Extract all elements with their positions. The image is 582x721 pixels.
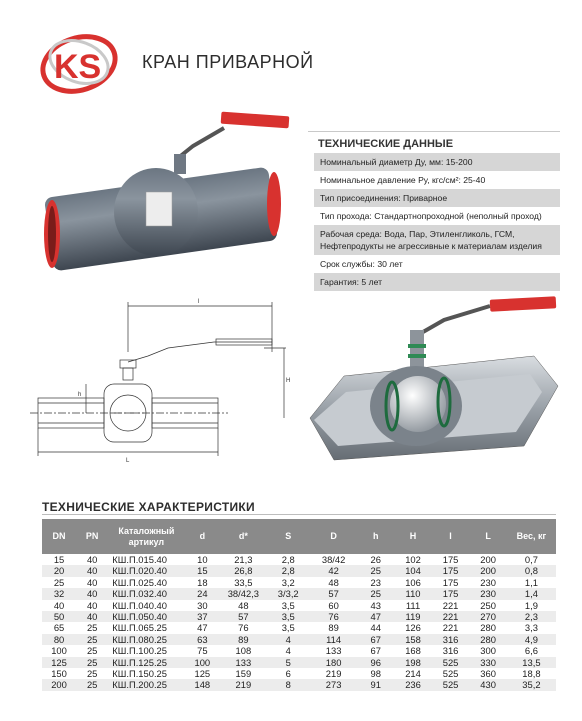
table-cell: 168: [405, 645, 421, 657]
table-cell: 219: [220, 679, 266, 690]
table-cell: 159: [235, 668, 252, 680]
table-cell: 23: [370, 576, 381, 588]
col-L: L: [469, 519, 507, 554]
col-pn: PN: [76, 519, 108, 554]
table-cell: 175: [432, 565, 470, 576]
table-row: [42, 645, 556, 656]
table-cell: 38/42,3: [220, 588, 266, 599]
table-cell: 108: [235, 645, 252, 657]
table-cell: 67: [370, 645, 381, 657]
table-cell: 200: [480, 554, 496, 565]
col-dn: DN: [42, 519, 76, 554]
table-cell: 280: [480, 622, 496, 634]
table-cell: 126: [405, 622, 421, 634]
table-cell: 25: [76, 634, 108, 645]
table-cell: 230: [480, 576, 496, 588]
spec-pressure: Номинальное давление Ру, кгс/см²: 25-40: [320, 175, 486, 185]
specs-divider: [308, 131, 560, 132]
table-cell: 4: [267, 634, 310, 645]
table-cell: 37: [184, 611, 220, 622]
table-row: [42, 554, 556, 565]
table-cell: 300: [480, 645, 496, 657]
table-cell: КШ.П.080.25: [108, 634, 184, 645]
table-cell: 57: [220, 611, 266, 622]
table-cell: 221: [442, 622, 459, 634]
table-cell: КШ.П.015.40: [112, 554, 167, 565]
table-cell: 1,1: [524, 576, 538, 588]
table-cell: 125: [42, 657, 76, 668]
table-cell: КШ.П.200.25: [108, 679, 184, 690]
characteristics-table: [42, 519, 556, 691]
table-cell: КШ.П.100.25: [112, 645, 167, 657]
table-cell: 3/3,2: [267, 588, 310, 599]
table-cell: 200: [42, 679, 76, 690]
table-cell: 8: [267, 679, 310, 690]
svg-text:KS: KS: [54, 48, 102, 86]
table-cell: 20: [42, 565, 76, 576]
table-row: [42, 588, 556, 599]
table-cell: КШ.П.065.25: [112, 622, 167, 634]
table-cell: 2,8: [281, 554, 295, 565]
table-cell: 110: [394, 588, 432, 599]
table-cell: 25: [86, 668, 98, 680]
table-cell: 6,6: [524, 645, 538, 657]
table-cell: 50: [42, 611, 76, 622]
table-cell: 13,5: [507, 657, 556, 668]
svg-text:L: L: [126, 458, 130, 464]
table-cell: 119: [394, 611, 432, 622]
table-cell: 40: [86, 576, 98, 588]
col-d: d: [184, 519, 220, 554]
valve-cutaway: [304, 296, 566, 466]
table-cell: 316: [432, 634, 470, 645]
table-cell: КШ.П.150.25: [112, 668, 167, 680]
svg-text:l: l: [198, 299, 200, 305]
table-cell: 67: [357, 634, 394, 645]
spec-bore: Тип прохода: Стандартнопроходной (неполный проход): [320, 211, 542, 221]
table-cell: 32: [42, 588, 76, 599]
table-row: [42, 600, 556, 611]
table-cell: 25: [76, 657, 108, 668]
table-cell: 175: [432, 588, 470, 599]
col-s: S: [267, 519, 310, 554]
table-cell: 47: [197, 622, 208, 634]
table-cell: 40: [76, 588, 108, 599]
table-cell: 2,8: [267, 565, 310, 576]
table-cell: 200: [469, 565, 507, 576]
table-cell: 25: [357, 588, 394, 599]
table-cell: 100: [51, 645, 67, 657]
table-cell: 214: [405, 668, 421, 680]
table-cell: 4,9: [507, 634, 556, 645]
tech-data-title: ТЕХНИЧЕСКИЕ ДАННЫЕ: [318, 138, 454, 150]
tech-data-list: [314, 153, 560, 291]
table-cell: 280: [469, 634, 507, 645]
table-cell: 3,5: [267, 611, 310, 622]
table-cell: 4: [285, 645, 291, 657]
table-cell: 3,5: [281, 599, 295, 611]
table-cell: 57: [310, 588, 357, 599]
table-cell: 21,3: [234, 554, 253, 565]
table-cell: КШ.П.050.40: [108, 611, 184, 622]
table-cell: 10: [197, 554, 208, 565]
characteristics-body: [42, 554, 556, 691]
table-cell: 43: [370, 599, 381, 611]
table-cell: 180: [310, 657, 357, 668]
table-cell: 89: [220, 634, 266, 645]
table-cell: 221: [442, 599, 459, 611]
table-cell: 25: [53, 576, 65, 588]
table-cell: КШ.П.032.40: [108, 588, 184, 599]
table-cell: КШ.П.125.25: [108, 657, 184, 668]
table-row: [42, 565, 556, 576]
table-cell: 150: [51, 668, 67, 680]
table-cell: 44: [370, 622, 381, 634]
table-cell: 33,5: [234, 576, 253, 588]
table-cell: 15: [53, 554, 65, 565]
table-cell: 76: [310, 611, 357, 622]
table-cell: 430: [469, 679, 507, 690]
table-cell: 25: [357, 565, 394, 576]
spec-medium-cont: Нефтепродукты не агрессивные к материалам изделия: [314, 240, 560, 255]
spec-lifetime: Срок службы: 30 лет: [320, 259, 403, 269]
table-cell: 6: [285, 668, 291, 680]
table-cell: 1,9: [524, 599, 538, 611]
table-row: [42, 679, 556, 690]
table-cell: 80: [42, 634, 76, 645]
table-cell: 133: [220, 657, 266, 668]
table-cell: 330: [469, 657, 507, 668]
col-h: h: [357, 519, 394, 554]
table-header-row: [42, 519, 556, 554]
table-cell: 270: [469, 611, 507, 622]
table-cell: 114: [310, 634, 357, 645]
table-cell: 3,2: [281, 576, 295, 588]
table-cell: 40: [76, 611, 108, 622]
table-cell: 60: [328, 599, 339, 611]
table-cell: 111: [405, 599, 421, 611]
table-cell: 96: [357, 657, 394, 668]
table-cell: 35,2: [507, 679, 556, 690]
svg-text:h: h: [78, 392, 82, 398]
table-cell: КШ.П.040.40: [112, 599, 167, 611]
table-cell: 273: [310, 679, 357, 690]
table-cell: 15: [184, 565, 220, 576]
table-cell: 316: [442, 645, 459, 657]
table-cell: 230: [469, 588, 507, 599]
table-cell: 30: [197, 599, 208, 611]
table-cell: 89: [328, 622, 339, 634]
table-cell: 40: [86, 554, 98, 565]
table-row: [42, 611, 556, 622]
table-cell: 76: [238, 622, 249, 634]
table-cell: 525: [432, 657, 470, 668]
spec-connection: Тип присоединения: Приварное: [314, 189, 560, 207]
table-cell: КШ.П.020.40: [108, 565, 184, 576]
brand-logo: [36, 22, 122, 102]
table-cell: 91: [357, 679, 394, 690]
table-cell: 40: [86, 599, 98, 611]
table-cell: 26,8: [220, 565, 266, 576]
col-weight: Вес, кг: [507, 519, 556, 554]
table-cell: 250: [480, 599, 496, 611]
col-D: D: [310, 519, 357, 554]
table-cell: 1,4: [507, 588, 556, 599]
table-cell: 40: [53, 599, 65, 611]
table-cell: 104: [394, 565, 432, 576]
table-cell: 175: [442, 576, 459, 588]
spec-medium: Рабочая среда: Вода, Пар, Этиленгликоль, ГСМ,: [314, 225, 560, 240]
table-cell: КШ.П.025.40: [112, 576, 167, 588]
table-cell: 106: [405, 576, 421, 588]
col-H: H: [394, 519, 432, 554]
table-cell: 98: [370, 668, 381, 680]
svg-text:H: H: [286, 378, 291, 384]
table-cell: 2,3: [507, 611, 556, 622]
table-cell: 38/42: [321, 554, 346, 565]
spec-warranty: Гарантия: 5 лет: [314, 273, 560, 291]
table-cell: 125: [194, 668, 211, 680]
table-cell: 221: [432, 611, 470, 622]
table-cell: 47: [357, 611, 394, 622]
table-cell: 48: [328, 576, 339, 588]
table-cell: 198: [394, 657, 432, 668]
table-cell: 24: [184, 588, 220, 599]
characteristics-title: ТЕХНИЧЕСКИЕ ХАРАКТЕРИСТИКИ: [42, 500, 255, 514]
table-cell: 236: [394, 679, 432, 690]
table-cell: 5: [267, 657, 310, 668]
table-row: [42, 657, 556, 668]
valve-photo: [28, 106, 324, 276]
technical-drawing: [28, 292, 298, 472]
table-cell: 25: [86, 645, 98, 657]
table-cell: 100: [184, 657, 220, 668]
table-cell: 525: [432, 679, 470, 690]
characteristics-divider: [42, 514, 556, 515]
table-cell: 25: [76, 679, 108, 690]
page-title: КРАН ПРИВАРНОЙ: [142, 52, 314, 72]
table-row: [42, 622, 556, 633]
col-article: Каталожный артикул: [108, 519, 184, 554]
table-cell: 102: [405, 554, 421, 565]
spec-diameter: Номинальный диаметр Ду, мм: 15-200: [314, 153, 560, 171]
col-d-star: d*: [220, 519, 266, 554]
table-cell: 25: [86, 622, 98, 634]
table-row: [42, 634, 556, 645]
table-cell: 18,8: [522, 668, 541, 680]
table-cell: 219: [325, 668, 342, 680]
table-cell: 175: [442, 554, 459, 565]
table-cell: 40: [76, 565, 108, 576]
table-cell: 18: [197, 576, 208, 588]
col-l: l: [432, 519, 470, 554]
table-cell: 0,8: [507, 565, 556, 576]
table-cell: 26: [370, 554, 381, 565]
table-cell: 3,5: [281, 622, 295, 634]
table-cell: 0,7: [524, 554, 538, 565]
table-cell: 65: [53, 622, 65, 634]
table-row: [42, 577, 556, 588]
table-cell: 360: [480, 668, 496, 680]
table-cell: 158: [394, 634, 432, 645]
table-cell: 525: [442, 668, 459, 680]
table-row: [42, 668, 556, 679]
table-cell: 42: [310, 565, 357, 576]
table-cell: 3,3: [524, 622, 538, 634]
table-cell: 48: [238, 599, 249, 611]
table-cell: 148: [184, 679, 220, 690]
table-cell: 75: [197, 645, 208, 657]
table-cell: 133: [325, 645, 342, 657]
table-cell: 63: [184, 634, 220, 645]
